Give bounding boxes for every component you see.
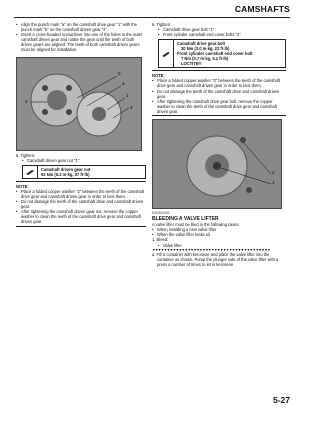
torque-wrench-icon bbox=[23, 166, 38, 178]
note-right-2: • Do not damage the teeth of the camshaft drive and camshaft driven gear. bbox=[152, 89, 286, 99]
section-title: BLEEDING A VALVE LIFTER bbox=[152, 216, 219, 223]
step-6: 6. Tighten: bbox=[152, 22, 172, 27]
photo-camshaft-gears bbox=[16, 57, 142, 151]
note-right-3: • After tightening the camshaft drive gear bolt, remove the copper washer to clean the teeth of the camshaft drive gear and camshaft driven gear. bbox=[152, 99, 286, 114]
page-number: 5-27 bbox=[272, 395, 290, 405]
note-left-1: • Place a folded copper washer "2" between the teeth of the camshaft drive gear and camshaft driven gear in order to lock them. bbox=[16, 189, 146, 199]
bullet-align-teeth: • Insert a cross-headed screwdriver into one of the holes in the outer camshaft driven gear and rotate the gear until the teeth of both driven gears are aligned. The teeth of both camshaft driven gears must be aligned for installation. bbox=[16, 32, 146, 52]
photo-drive-gear-bolt bbox=[152, 119, 282, 209]
callout-right-1: 1 bbox=[272, 180, 275, 186]
callout-2: 2 bbox=[25, 98, 28, 104]
step-1: 1. Bleed: bbox=[152, 237, 169, 243]
note-right-1: • Place a folded copper washer "3" between the teeth of the camshaft drive gear and camshaft driven gear in order to lock them. bbox=[152, 78, 286, 88]
step-6-item-2: • Front cylinder camshaft end cover bolts "2" bbox=[158, 32, 286, 37]
note-rule-right-bottom bbox=[152, 115, 286, 116]
page-title: CAMSHAFTS bbox=[234, 4, 290, 14]
torque-box-1-value: 52 Nm (5.2 m·kg, 37 ft·lb) bbox=[41, 171, 90, 177]
right-column bbox=[152, 22, 286, 267]
note-rule-bottom bbox=[16, 226, 146, 227]
page-header bbox=[0, 0, 300, 20]
torque-box-driven-gear-nut bbox=[22, 165, 146, 179]
procedure-start-arrows: ▼▼▼▼▼▼▼▼▼▼▼▼▼▼▼▼▼▼▼▼▼▼▼▼▼▼▼▼▼▼▼▼▼▼▼▼▼▼▼▼ bbox=[152, 247, 271, 252]
torque-wrench-icon bbox=[159, 40, 174, 67]
torque-box-2-loctite: LOCTITE® bbox=[181, 61, 202, 67]
note-left-3: • After tightening the camshaft driven gear nut, remove the copper washer to clean the teeth of the camshaft drive gear and camshaft driven gear. bbox=[16, 209, 146, 224]
torque-box-2-line4: 7 Nm (0.7 m·kg, 5.1 ft·lb) bbox=[181, 56, 229, 62]
note-label-right: NOTE: bbox=[152, 73, 165, 79]
step-6-item-1: • Camshaft drive gear bolt "1" bbox=[158, 27, 286, 32]
torque-box-2-line1: Camshaft drive gear bolt bbox=[177, 41, 225, 47]
step-5-item: • Camshaft driven gear nut "1" bbox=[22, 158, 146, 163]
callout-a: a bbox=[122, 80, 125, 86]
section-intro: A valve lifter must be bled in the following cases. bbox=[152, 222, 240, 228]
note-rule-top bbox=[16, 181, 146, 182]
engine-photo-illustration bbox=[153, 120, 281, 208]
header-rule bbox=[14, 17, 290, 18]
bullet-align-marks: • Align the punch mark "a" on the camshaft drive gear "1" with the punch mark "b" on the camshaft driven gear "2". bbox=[16, 22, 146, 32]
note-label-left: NOTE: bbox=[16, 183, 29, 189]
torque-box-2-line3: Front cylinder camshaft end cover bolt bbox=[177, 51, 253, 57]
note-left-2: • Do not damage the teeth of the camshaft drive and camshaft driven gear. bbox=[16, 199, 146, 209]
torque-box-drive-gear-bolt bbox=[158, 39, 286, 68]
callout-b: b bbox=[118, 70, 121, 76]
step-1-item: • Valve lifter bbox=[158, 243, 286, 248]
callout-right-2: 2 bbox=[272, 170, 275, 176]
sub-step-a: a. Fill a container with kerosene and place the valve lifter into the container as shown. Pump the plunger side of the valve lifter with a press a number of times to let in kerosene. bbox=[152, 251, 279, 267]
callout-1: 1 bbox=[126, 92, 129, 98]
gear-photo-illustration bbox=[17, 58, 141, 150]
case-2: • When the valve lifter leaks oil bbox=[152, 232, 286, 237]
section-id: EAS3A1032 bbox=[152, 211, 170, 216]
note-rule-right-top bbox=[152, 70, 286, 71]
callout-3: 3 bbox=[130, 104, 133, 110]
torque-box-1-title: Camshaft driven gear nut bbox=[41, 166, 91, 172]
left-column bbox=[16, 22, 146, 228]
case-1: • When installing a new valve lifter bbox=[152, 227, 286, 232]
step-5: 5. Tighten: bbox=[16, 152, 36, 158]
torque-box-2-line2: 30 Nm (3.0 m·kg, 22 ft·lb) bbox=[181, 46, 230, 52]
